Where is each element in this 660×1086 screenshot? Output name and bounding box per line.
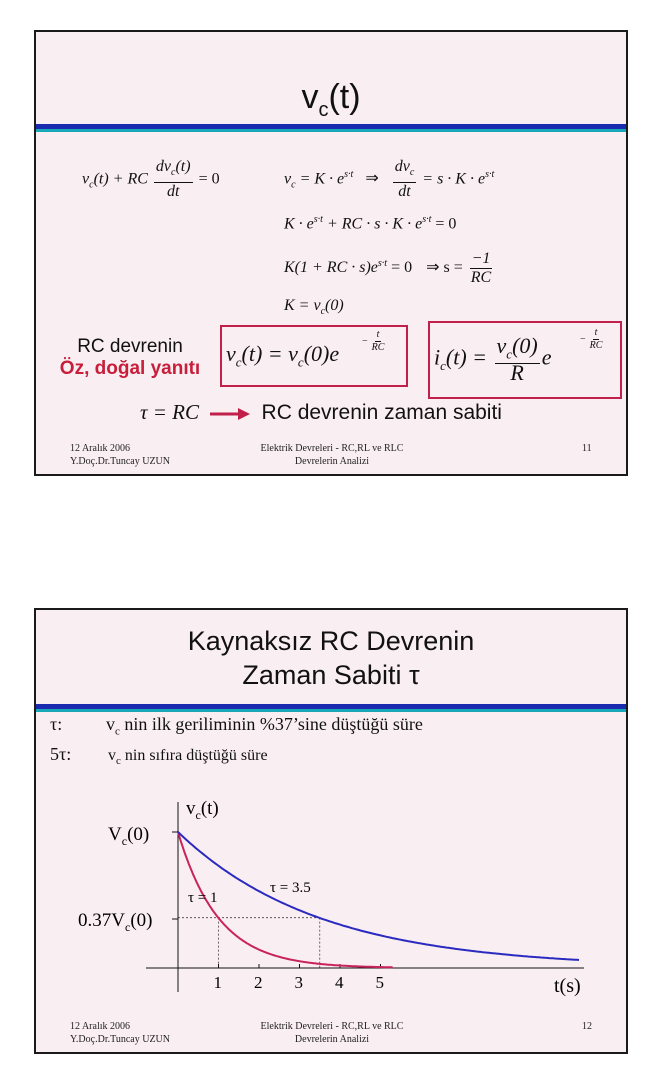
x-tick-label-3: 3	[294, 973, 303, 992]
title-divider	[36, 704, 626, 712]
definition-5tau: 5τ: $v_c$ nin sıfıra düştüğü süre	[50, 744, 268, 768]
slide-11	[34, 30, 628, 476]
page-number: 11	[582, 443, 592, 454]
natural-response-label: RC devrenin Öz, doğal yanıtı	[59, 336, 201, 379]
equation-solution-form: $v_c = K \cdot e^{s\cdot t}$ ⇒ $\frac{dv_c}{dt}$ = $s \cdot K \cdot e^{s\cdot t}$	[284, 158, 495, 201]
title-divider	[36, 124, 626, 132]
time-constant-definition: τ = RC RC devrenin zaman sabiti	[140, 400, 502, 424]
current-response-box: $i_c(t)$ = $\frac{v_c(0)}{R}$ e − $\frac{t}{RC}$	[428, 321, 622, 399]
footer-center: Elektrik Devreleri - RC,RL ve RLC Devrelerin Analizi	[260, 443, 404, 467]
equation-characteristic: K(1 + RC · $s)e^{s\cdot t} = 0$ ⇒ s = $\frac{-1}{RC}$	[284, 250, 492, 286]
curve-tau-3-5	[178, 832, 579, 960]
x-tick-label-5: 5	[375, 973, 384, 992]
voltage-response-box: $v_c(t) = v_c(0)e$ − $\frac{t}{RC}$	[220, 325, 408, 387]
curve-label-tau-3-5: τ = 3.5	[270, 880, 311, 896]
x-tick-label-4: 4	[335, 973, 344, 992]
rc-decay-chart	[36, 782, 626, 1052]
y-tick-label-037v0: $0.37V_c(0)$	[78, 910, 153, 934]
footer-left: 12 Aralık 2006 Y.Doç.Dr.Tuncay UZUN	[70, 1021, 170, 1045]
footer-left: 12 Aralık 2006 Y.Doç.Dr.Tuncay UZUN	[70, 443, 170, 467]
equation-substitution: $K \cdot e^{s\cdot t}$ + RC · $s \cdot K \cdot e^{s\cdot t} = 0$	[284, 214, 457, 233]
right-arrow-icon	[208, 407, 252, 421]
definition-tau: τ: $v_c$ nin ilk geriliminin %37’sine düştüğü süre	[50, 714, 423, 738]
x-tick-label-2: 2	[254, 973, 263, 992]
x-axis-label: t(s)	[554, 975, 581, 997]
equation-initial-condition: $K = v_c(0)$	[284, 297, 344, 318]
slide-12	[34, 608, 628, 1054]
slide-title: Kaynaksız RC Devrenin Zaman Sabiti τ	[187, 626, 475, 690]
x-tick-label-1: 1	[213, 973, 222, 992]
equation-ode: $v_c(t)$ + RC $\frac{dv_c(t)}{dt}$ = 0	[82, 158, 220, 201]
y-tick-label-v0: $V_c(0)$	[108, 824, 150, 848]
footer-center: Elektrik Devreleri - RC,RL ve RLC Devrelerin Analizi	[260, 1021, 404, 1045]
page-number: 12	[582, 1021, 592, 1032]
curve-label-tau-1: τ = 1	[188, 890, 218, 906]
slide-title: $v_c(t)$	[301, 78, 361, 121]
y-axis-label: $v_c(t)$	[186, 798, 219, 822]
